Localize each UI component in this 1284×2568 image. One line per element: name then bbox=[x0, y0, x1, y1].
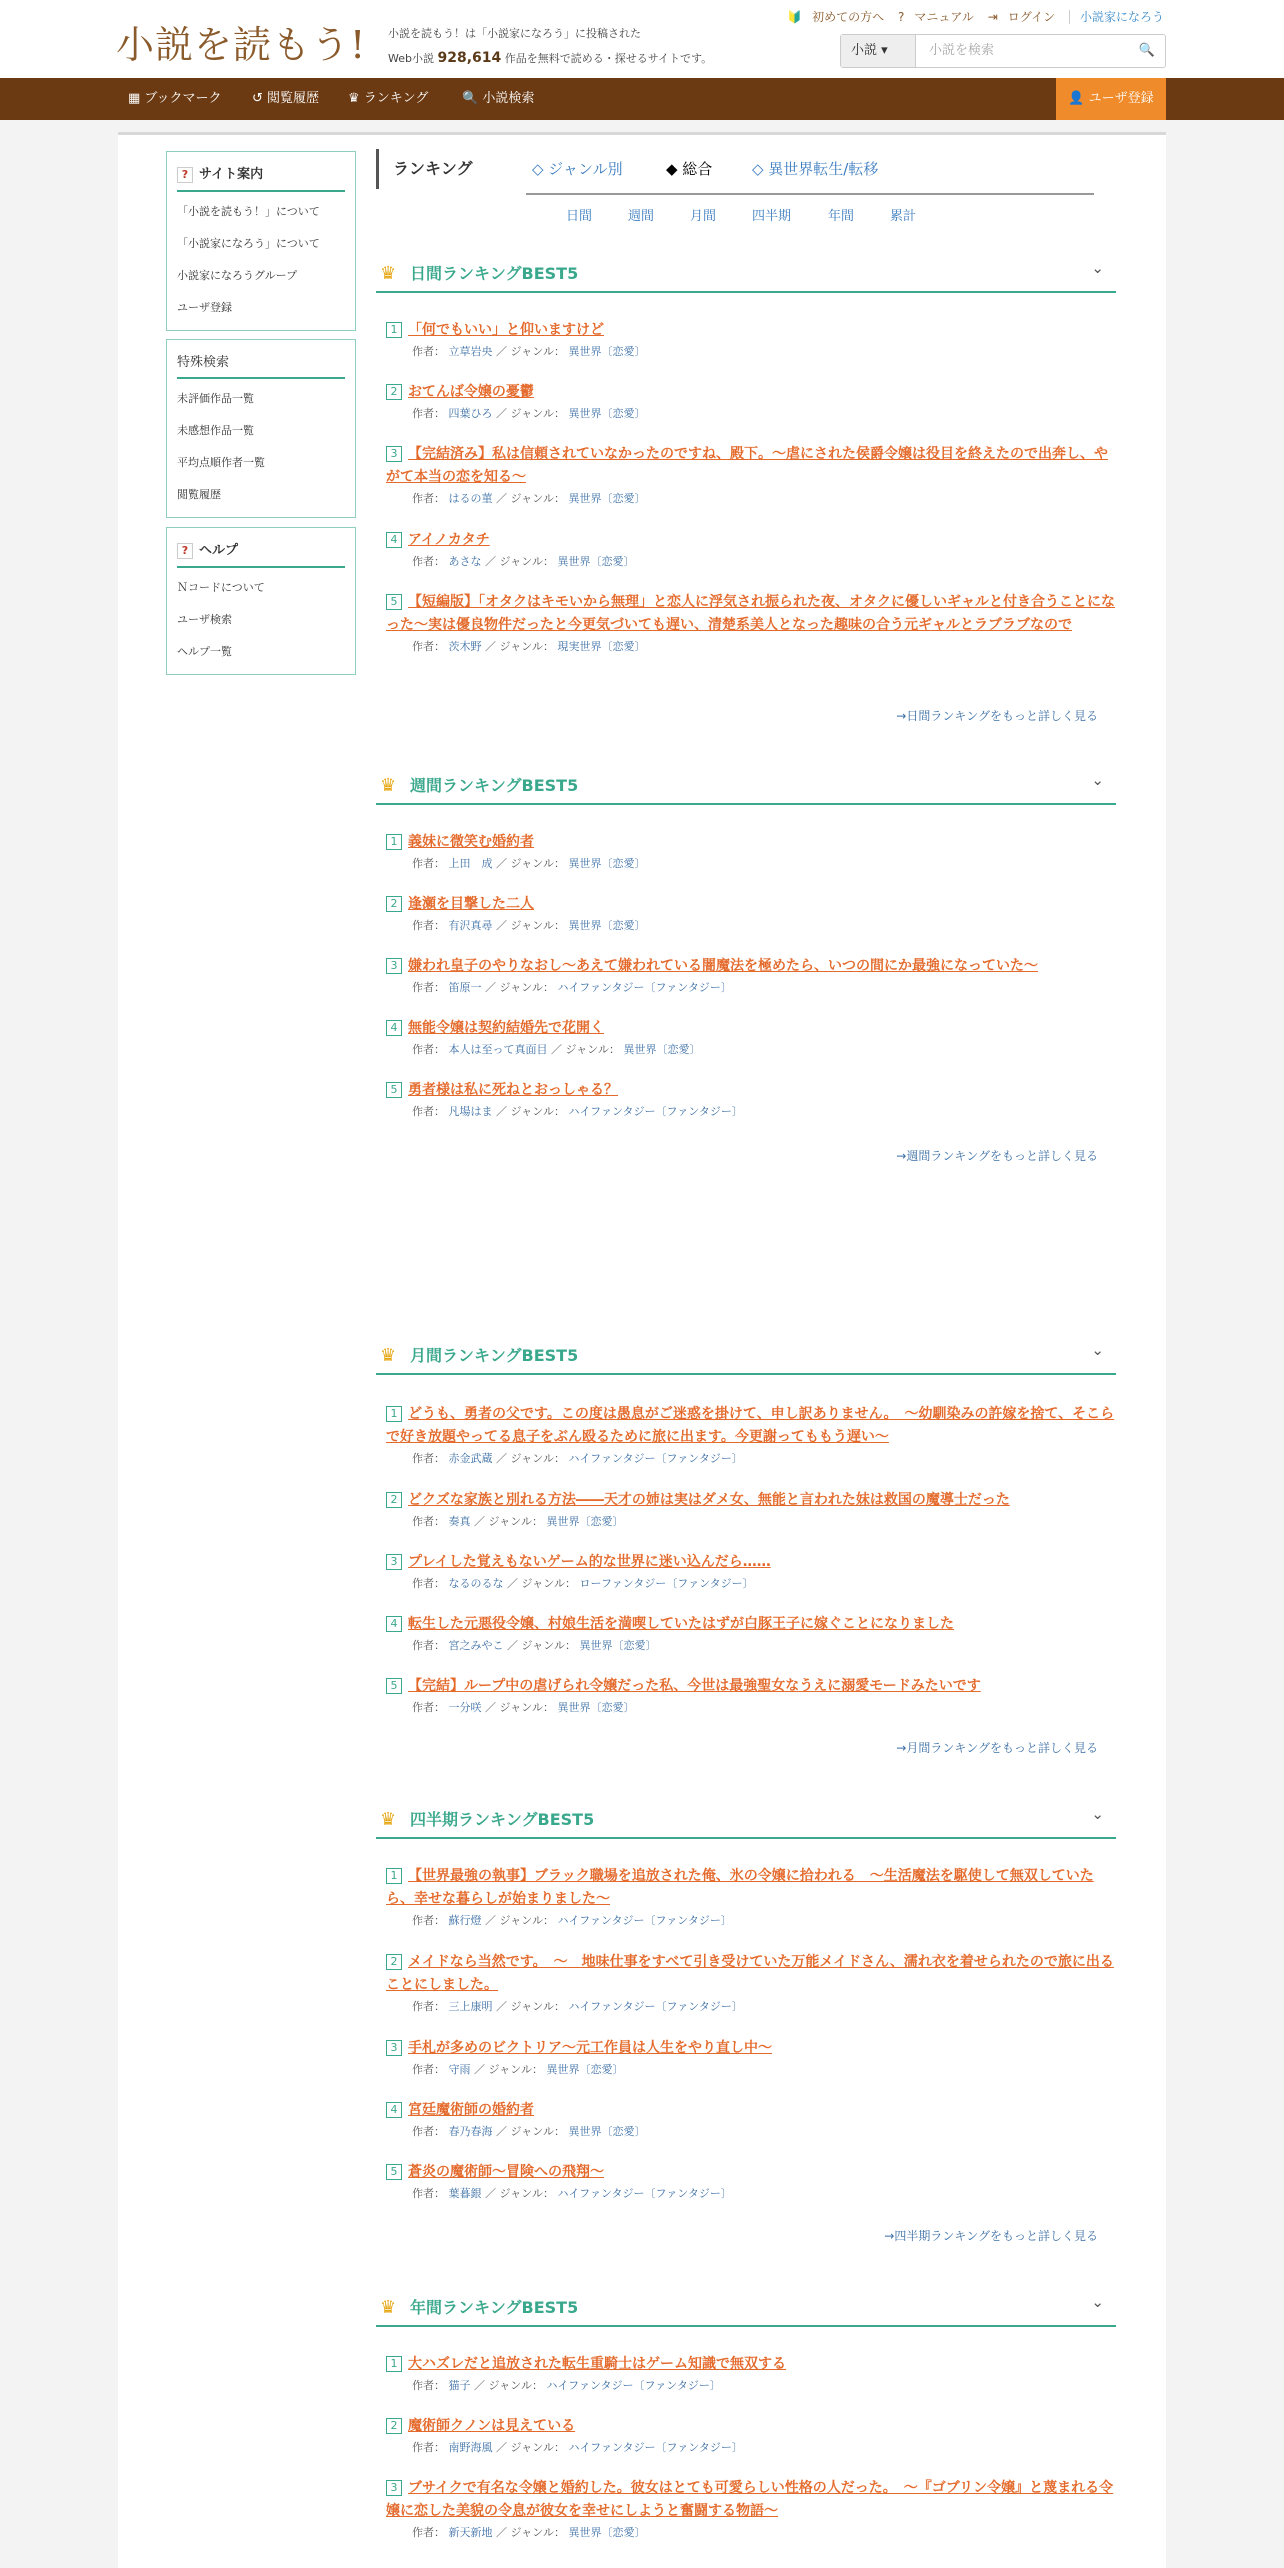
work-meta: 作者： はるの菫 ／ ジャンル： 異世界〔恋愛〕 bbox=[412, 492, 646, 505]
rank-badge: 3 bbox=[386, 2040, 402, 2056]
more-quarterly-link[interactable]: →四半期ランキングをもっと詳しく見る bbox=[884, 2229, 1098, 2243]
site-tagline bbox=[388, 22, 712, 71]
more-weekly-link[interactable]: →週間ランキングをもっと詳しく見る bbox=[896, 1149, 1098, 1163]
genre-link[interactable]: 異世界〔恋愛〕 bbox=[623, 1043, 701, 1056]
work-count: 928,614 bbox=[437, 50, 502, 66]
special-search-item[interactable]: 閲覧履歴 bbox=[177, 488, 221, 501]
work-title[interactable]: 2 魔術師クノンは見えている bbox=[386, 2415, 1116, 2438]
author-link[interactable]: 四葉ひろ bbox=[448, 407, 493, 420]
work-meta: 作者： 本人は至って真面目 ／ ジャンル： 異世界〔恋愛〕 bbox=[412, 1043, 701, 1056]
work-meta: 作者： 茨木野 ／ ジャンル： 現実世界〔恋愛〕 bbox=[412, 640, 646, 653]
content-area bbox=[118, 132, 1166, 2568]
ranking-entry bbox=[376, 529, 1116, 572]
author-link[interactable]: 葉暮銀 bbox=[448, 2187, 482, 2200]
work-meta: 作者： 猫子 ／ ジャンル： ハイファンタジー〔ファンタジー〕 bbox=[412, 2379, 721, 2392]
crown-icon: ♛ bbox=[380, 775, 397, 796]
tab-monthly[interactable]: 月間 bbox=[690, 209, 717, 224]
ranking-entry bbox=[376, 591, 1116, 657]
chevron-down-icon[interactable]: ⌄ bbox=[1091, 1341, 1104, 1359]
section-title: 週間ランキングBEST5 bbox=[410, 776, 579, 795]
special-search-item[interactable]: 平均点順作者一覧 bbox=[177, 456, 265, 469]
site-guide-item[interactable]: ユーザ登録 bbox=[177, 301, 232, 314]
rank-badge: 4 bbox=[386, 1616, 402, 1632]
genre-link[interactable]: ハイファンタジー〔ファンタジー〕 bbox=[557, 2187, 732, 2200]
work-meta: 作者： 新天新地 ／ ジャンル： 異世界〔恋愛〕 bbox=[412, 2526, 646, 2539]
rank-badge: 5 bbox=[386, 2164, 402, 2180]
work-meta: 作者： 立草岩央 ／ ジャンル： 異世界〔恋愛〕 bbox=[412, 345, 646, 358]
crown-icon: ♛ bbox=[380, 2297, 397, 2318]
author-link[interactable]: なるのるな bbox=[448, 1577, 504, 1590]
help-item[interactable]: ヘルプ一覧 bbox=[177, 645, 232, 658]
help-title: ? ヘルプ bbox=[177, 534, 345, 568]
ranking-entry bbox=[376, 2037, 1116, 2080]
work-meta: 作者： 一分咲 ／ ジャンル： 異世界〔恋愛〕 bbox=[412, 1701, 635, 1714]
ranking-entry bbox=[376, 2099, 1116, 2142]
work-title[interactable]: 3 ブサイクで有名な令嬢と婚約した。彼女はとても可愛らしい性格の人だった。 ～『ゴブリン令嬢』と蔑まれる令嬢に恋した美貌の令息が彼女を幸せにしようと奮闘する物語～ bbox=[386, 2480, 1114, 2519]
search-input[interactable]: 小説を検索 bbox=[929, 43, 995, 58]
genre-link[interactable]: 異世界〔恋愛〕 bbox=[568, 857, 646, 870]
work-meta: 作者： 赤金武蔵 ／ ジャンル： ハイファンタジー〔ファンタジー〕 bbox=[412, 1452, 743, 1465]
work-meta: 作者： 守雨 ／ ジャンル： 異世界〔恋愛〕 bbox=[412, 2063, 624, 2076]
author-link[interactable]: あさな bbox=[448, 555, 482, 568]
top-links bbox=[777, 8, 1164, 25]
rank-badge: 4 bbox=[386, 1020, 402, 1036]
author-link[interactable]: はるの菫 bbox=[448, 492, 493, 505]
ranking-tabs bbox=[376, 149, 1096, 195]
genre-link[interactable]: 異世界〔恋愛〕 bbox=[568, 2125, 646, 2138]
site-guide-title: ? サイト案内 bbox=[177, 158, 345, 192]
site-guide-item[interactable]: 小説家になろうグループ bbox=[177, 269, 298, 282]
ranking-entry bbox=[376, 1551, 1116, 1594]
rank-badge: 1 bbox=[386, 322, 402, 338]
search-type-select[interactable]: 小説 ▾ bbox=[841, 35, 916, 67]
manual-link[interactable]: ? マニュアル bbox=[897, 10, 974, 24]
user-register-button[interactable]: 👤 ユーザ登録 bbox=[1056, 78, 1166, 120]
genre-link[interactable]: 異世界〔恋愛〕 bbox=[557, 1701, 635, 1714]
work-meta: 作者： 上田 成 ／ ジャンル： 異世界〔恋愛〕 bbox=[412, 857, 646, 870]
ranking-section-yearly bbox=[376, 2287, 1116, 2327]
work-title[interactable]: 1 「何でもいい」と仰いますけど bbox=[386, 319, 1116, 342]
rank-badge: 5 bbox=[386, 594, 402, 610]
section-header[interactable] bbox=[376, 2287, 1116, 2327]
ranking-heading: ランキング bbox=[376, 149, 473, 189]
tab-divider bbox=[526, 193, 1094, 195]
ranking-entry bbox=[376, 1951, 1116, 2017]
author-link[interactable]: 茨木野 bbox=[448, 640, 482, 653]
chevron-down-icon[interactable]: ⌄ bbox=[1091, 1805, 1104, 1823]
ranking-entry bbox=[376, 1865, 1116, 1931]
work-meta: 作者： 南野海風 ／ ジャンル： ハイファンタジー〔ファンタジー〕 bbox=[412, 2441, 743, 2454]
genre-link[interactable]: 異世界〔恋愛〕 bbox=[568, 407, 646, 420]
genre-link[interactable]: 異世界〔恋愛〕 bbox=[579, 1639, 657, 1652]
work-title[interactable]: 3 【完結済み】私は信頼されていなかったのですね、殿下。～虐にされた侯爵令嬢は役目を終えたので出奔し、やがて本当の恋を知る～ bbox=[386, 446, 1108, 485]
ranking-entry bbox=[376, 2161, 1116, 2204]
genre-link[interactable]: 異世界〔恋愛〕 bbox=[568, 492, 646, 505]
ranking-entry bbox=[376, 1403, 1116, 1469]
tab-isekai[interactable]: ◇ 異世界転生/転移 bbox=[752, 160, 879, 178]
help-icon: ? bbox=[177, 167, 193, 183]
narou-logo-link[interactable]: 小説家になろう bbox=[1069, 10, 1164, 24]
work-title[interactable]: 1 【世界最強の執事】ブラック職場を追放された俺、氷の令嬢に拾われる ～生活魔法を駆使して無双していたら、幸せな暮らしが始まりました～ bbox=[386, 1868, 1094, 1907]
rank-badge: 4 bbox=[386, 2102, 402, 2118]
work-meta: 作者： 春乃春海 ／ ジャンル： 異世界〔恋愛〕 bbox=[412, 2125, 646, 2138]
author-link[interactable]: 三上康明 bbox=[448, 2000, 493, 2013]
genre-link[interactable]: 異世界〔恋愛〕 bbox=[568, 2526, 646, 2539]
work-title[interactable]: 1 大ハズレだと追放された転生重騎士はゲーム知識で無双する bbox=[386, 2353, 1116, 2376]
work-title[interactable]: 2 逢瀬を目撃した二人 bbox=[386, 893, 1116, 916]
work-title[interactable]: 3 手札が多めのビクトリア〜元工作員は人生をやり直し中〜 bbox=[386, 2037, 1116, 2060]
section-header[interactable] bbox=[376, 1799, 1116, 1839]
work-meta: 作者： なるのるな ／ ジャンル： ローファンタジー〔ファンタジー〕 bbox=[412, 1577, 754, 1590]
genre-link[interactable]: ハイファンタジー〔ファンタジー〕 bbox=[546, 2379, 721, 2392]
author-link[interactable]: 南野海風 bbox=[448, 2441, 493, 2454]
site-header bbox=[0, 0, 1284, 78]
nav-search[interactable]: 🔍 小説検索 bbox=[462, 91, 535, 106]
ranking-section-daily bbox=[376, 253, 1116, 293]
section-title: 年間ランキングBEST5 bbox=[410, 2298, 579, 2317]
author-link[interactable]: 一分咲 bbox=[448, 1701, 482, 1714]
work-title[interactable]: 5 勇者様は私に死ねとおっしゃる？ bbox=[386, 1079, 1116, 1102]
rank-badge: 2 bbox=[386, 1492, 402, 1508]
genre-link[interactable]: 現実世界〔恋愛〕 bbox=[557, 640, 646, 653]
rank-badge: 4 bbox=[386, 532, 402, 548]
ranking-entry bbox=[376, 381, 1116, 424]
crown-icon: ♛ bbox=[380, 263, 397, 284]
sidebox-help bbox=[166, 527, 356, 675]
chevron-down-icon[interactable]: ⌄ bbox=[1091, 259, 1104, 277]
rank-badge: 2 bbox=[386, 2418, 402, 2434]
ranking-section-monthly bbox=[376, 1335, 1116, 1375]
ranking-entry bbox=[376, 893, 1116, 936]
ranking-section-quarterly bbox=[376, 1799, 1116, 1839]
ranking-entry bbox=[376, 1017, 1116, 1060]
period-tabs bbox=[376, 205, 1096, 229]
genre-link[interactable]: ハイファンタジー〔ファンタジー〕 bbox=[568, 1452, 743, 1465]
special-search-title: 特殊検索 bbox=[177, 346, 345, 379]
genre-link[interactable]: 異世界〔恋愛〕 bbox=[546, 1515, 624, 1528]
crown-icon: ♛ bbox=[380, 1809, 397, 1830]
search-box bbox=[840, 34, 1166, 68]
genre-link[interactable]: ハイファンタジー〔ファンタジー〕 bbox=[557, 981, 732, 994]
work-meta: 作者： 四葉ひろ ／ ジャンル： 異世界〔恋愛〕 bbox=[412, 407, 646, 420]
main-nav bbox=[0, 78, 1284, 120]
ranking-entry bbox=[376, 1613, 1116, 1656]
ranking-section-weekly bbox=[376, 765, 1116, 805]
help-item[interactable]: ユーザ検索 bbox=[177, 613, 232, 626]
search-icon[interactable]: 🔍 bbox=[1138, 43, 1155, 58]
crown-icon: ♛ bbox=[380, 1345, 397, 1366]
tab-daily[interactable]: 日間 bbox=[566, 209, 593, 224]
site-logo[interactable]: 小説を読もう! bbox=[116, 23, 367, 67]
rank-badge: 1 bbox=[386, 1868, 402, 1884]
author-link[interactable]: 有沢真尋 bbox=[448, 919, 493, 932]
work-meta: 作者： 宮之みやこ ／ ジャンル： 異世界〔恋愛〕 bbox=[412, 1639, 657, 1652]
special-search-item[interactable]: 未評価作品一覧 bbox=[177, 392, 254, 405]
genre-link[interactable]: 異世界〔恋愛〕 bbox=[546, 2063, 624, 2076]
genre-link[interactable]: 異世界〔恋愛〕 bbox=[557, 555, 635, 568]
ranking-entry bbox=[376, 2415, 1116, 2458]
chevron-down-icon[interactable]: ⌄ bbox=[1091, 771, 1104, 789]
author-link[interactable]: 本人は至って真面目 bbox=[448, 1043, 548, 1056]
author-link[interactable]: 上田 成 bbox=[448, 857, 493, 870]
site-guide-item[interactable]: 「小説を読もう！」について bbox=[177, 205, 320, 218]
section-header[interactable] bbox=[376, 253, 1116, 293]
genre-link[interactable]: ローファンタジー〔ファンタジー〕 bbox=[579, 1577, 754, 1590]
help-icon: ? bbox=[177, 543, 193, 559]
tagline-prefix: Web小説 bbox=[388, 52, 434, 65]
work-meta: 作者： 奏真 ／ ジャンル： 異世界〔恋愛〕 bbox=[412, 1515, 624, 1528]
genre-link[interactable]: 異世界〔恋愛〕 bbox=[568, 919, 646, 932]
work-title[interactable]: 5 【完結】ループ中の虐げられ令嬢だった私、今世は最強聖女なうえに溺愛モードみたいです bbox=[386, 1675, 1116, 1698]
work-title[interactable]: 3 プレイした覚えもないゲーム的な世界に迷い込んだら…… bbox=[386, 1551, 1116, 1574]
section-title: 日間ランキングBEST5 bbox=[410, 264, 579, 283]
work-title[interactable]: 5 【短編版】「オタクはキモいから無理」と恋人に浮気され振られた夜、オタクに優しいギャルと付き合うことになった～実は優良物件だったと今更気づいても遅い、清楚系美人となった趣味の合う元ギャルとラブラブなので bbox=[386, 594, 1115, 633]
tab-total[interactable]: ◆ 総合 bbox=[666, 160, 713, 178]
rank-badge: 1 bbox=[386, 2356, 402, 2372]
work-meta: 作者： 三上康明 ／ ジャンル： ハイファンタジー〔ファンタジー〕 bbox=[412, 2000, 743, 2013]
nav-bookmark[interactable]: ▦ ブックマーク bbox=[128, 91, 222, 106]
genre-link[interactable]: ハイファンタジー〔ファンタジー〕 bbox=[557, 1914, 732, 1927]
rank-badge: 2 bbox=[386, 896, 402, 912]
section-title: 月間ランキングBEST5 bbox=[410, 1346, 579, 1365]
section-header[interactable] bbox=[376, 1335, 1116, 1375]
work-title[interactable]: 2 どクズな家族と別れる方法――天才の姉は実はダメ女、無能と言われた妹は救国の魔導士だった bbox=[386, 1489, 1116, 1512]
author-link[interactable]: 守雨 bbox=[448, 2063, 471, 2076]
login-link[interactable]: ⇥ ログイン bbox=[987, 10, 1056, 24]
author-link[interactable]: 新天新地 bbox=[448, 2526, 493, 2539]
genre-link[interactable]: ハイファンタジー〔ファンタジー〕 bbox=[568, 1105, 743, 1118]
author-link[interactable]: 宮之みやこ bbox=[448, 1639, 504, 1652]
author-link[interactable]: 笛原一 bbox=[448, 981, 482, 994]
more-monthly-link[interactable]: →月間ランキングをもっと詳しく見る bbox=[896, 1741, 1098, 1755]
work-title[interactable]: 4 無能令嬢は契約結婚先で花開く bbox=[386, 1017, 1116, 1040]
ranking-entry bbox=[376, 319, 1116, 362]
tagline-line-2 bbox=[388, 46, 712, 71]
work-title[interactable]: 1 どうも、勇者の父です。この度は愚息がご迷惑を掛けて、申し訳ありません。 ～幼馴染みの許嫁を捨て、そこらで好き放題やってる息子をぶん殴るために旅に出ます。今更謝ってももう遅い～ bbox=[386, 1406, 1115, 1445]
genre-link[interactable]: 異世界〔恋愛〕 bbox=[568, 345, 646, 358]
special-search-item[interactable]: 未感想作品一覧 bbox=[177, 424, 254, 437]
ranking-entry bbox=[376, 1079, 1116, 1122]
author-link[interactable]: 凡場はま bbox=[448, 1105, 493, 1118]
rank-badge: 2 bbox=[386, 384, 402, 400]
work-title[interactable]: 1 義妹に微笑む婚約者 bbox=[386, 831, 1116, 854]
work-title[interactable]: 4 アイノカタチ bbox=[386, 529, 1116, 552]
help-item[interactable]: Ｎコードについて bbox=[177, 581, 265, 594]
rank-badge: 2 bbox=[386, 1954, 402, 1970]
work-title[interactable]: 3 嫌われ皇子のやりなおし～あえて嫌われている闇魔法を極めたら、いつの間にか最強になっていた～ bbox=[386, 955, 1116, 978]
genre-link[interactable]: ハイファンタジー〔ファンタジー〕 bbox=[568, 2441, 743, 2454]
ranking-entry bbox=[376, 2477, 1116, 2543]
work-title[interactable]: 2 おてんば令嬢の憂鬱 bbox=[386, 381, 1116, 404]
ranking-entry bbox=[376, 831, 1116, 874]
work-title[interactable]: 5 蒼炎の魔術師〜冒険への飛翔〜 bbox=[386, 2161, 1116, 2184]
work-meta: 作者： 蘇行燈 ／ ジャンル： ハイファンタジー〔ファンタジー〕 bbox=[412, 1914, 732, 1927]
tagline-suffix: 作品を無料で読める・探せるサイトです。 bbox=[504, 52, 713, 65]
chevron-down-icon[interactable]: ⌄ bbox=[1091, 2293, 1104, 2311]
tab-weekly[interactable]: 週間 bbox=[628, 209, 655, 224]
work-meta: 作者： 凡場はま ／ ジャンル： ハイファンタジー〔ファンタジー〕 bbox=[412, 1105, 743, 1118]
tab-quarterly[interactable]: 四半期 bbox=[752, 209, 792, 224]
author-link[interactable]: 春乃春海 bbox=[448, 2125, 493, 2138]
tab-genre[interactable]: ◇ ジャンル別 bbox=[532, 160, 623, 178]
rank-badge: 3 bbox=[386, 2480, 402, 2496]
nav-history[interactable]: ↺ 閲覧履歴 bbox=[252, 91, 320, 106]
sidebox-site-guide bbox=[166, 151, 356, 331]
beginner-link[interactable]: 🔰 初めての方へ bbox=[787, 10, 885, 24]
section-title: 四半期ランキングBEST5 bbox=[410, 1810, 595, 1829]
rank-badge: 1 bbox=[386, 1406, 402, 1422]
author-link[interactable]: 赤金武蔵 bbox=[448, 1452, 493, 1465]
work-meta: 作者： あさな ／ ジャンル： 異世界〔恋愛〕 bbox=[412, 555, 635, 568]
work-meta: 作者： 笛原一 ／ ジャンル： ハイファンタジー〔ファンタジー〕 bbox=[412, 981, 732, 994]
rank-badge: 1 bbox=[386, 834, 402, 850]
work-title[interactable]: 4 転生した元悪役令嬢、村娘生活を満喫していたはずが白豚王子に嫁ぐことになりました bbox=[386, 1613, 1116, 1636]
ranking-entry bbox=[376, 955, 1116, 998]
nav-ranking[interactable]: ♛ ランキング bbox=[348, 91, 429, 106]
ranking-entry bbox=[376, 1489, 1116, 1532]
author-link[interactable]: 蘇行燈 bbox=[448, 1914, 482, 1927]
author-link[interactable]: 立草岩央 bbox=[448, 345, 493, 358]
genre-link[interactable]: ハイファンタジー〔ファンタジー〕 bbox=[568, 2000, 743, 2013]
author-link[interactable]: 猫子 bbox=[448, 2379, 471, 2392]
work-meta: 作者： 葉暮銀 ／ ジャンル： ハイファンタジー〔ファンタジー〕 bbox=[412, 2187, 732, 2200]
ranking-entry bbox=[376, 2353, 1116, 2396]
author-link[interactable]: 奏真 bbox=[448, 1515, 471, 1528]
rank-badge: 3 bbox=[386, 958, 402, 974]
more-daily-link[interactable]: →日間ランキングをもっと詳しく見る bbox=[896, 709, 1098, 723]
section-header[interactable] bbox=[376, 765, 1116, 805]
tab-cumulative[interactable]: 累計 bbox=[890, 209, 917, 224]
rank-badge: 3 bbox=[386, 446, 402, 462]
rank-badge: 5 bbox=[386, 1678, 402, 1694]
work-meta: 作者： 有沢真尋 ／ ジャンル： 異世界〔恋愛〕 bbox=[412, 919, 646, 932]
site-guide-item[interactable]: 「小説家になろう」について bbox=[177, 237, 320, 250]
work-title[interactable]: 4 宮廷魔術師の婚約者 bbox=[386, 2099, 1116, 2122]
tagline-line-1: 小説を読もう！は「小説家になろう」に投稿された bbox=[388, 27, 641, 40]
tab-yearly[interactable]: 年間 bbox=[828, 209, 855, 224]
ranking-entry bbox=[376, 443, 1116, 509]
ranking-entry bbox=[376, 1675, 1116, 1718]
rank-badge: 5 bbox=[386, 1082, 402, 1098]
work-title[interactable]: 2 メイドなら当然です。 ～ 地味仕事をすべて引き受けていた万能メイドさん、濡れ衣を着せられたので旅に出ることにしました。 bbox=[386, 1954, 1114, 1993]
rank-badge: 3 bbox=[386, 1554, 402, 1570]
sidebox-special-search bbox=[166, 339, 356, 518]
